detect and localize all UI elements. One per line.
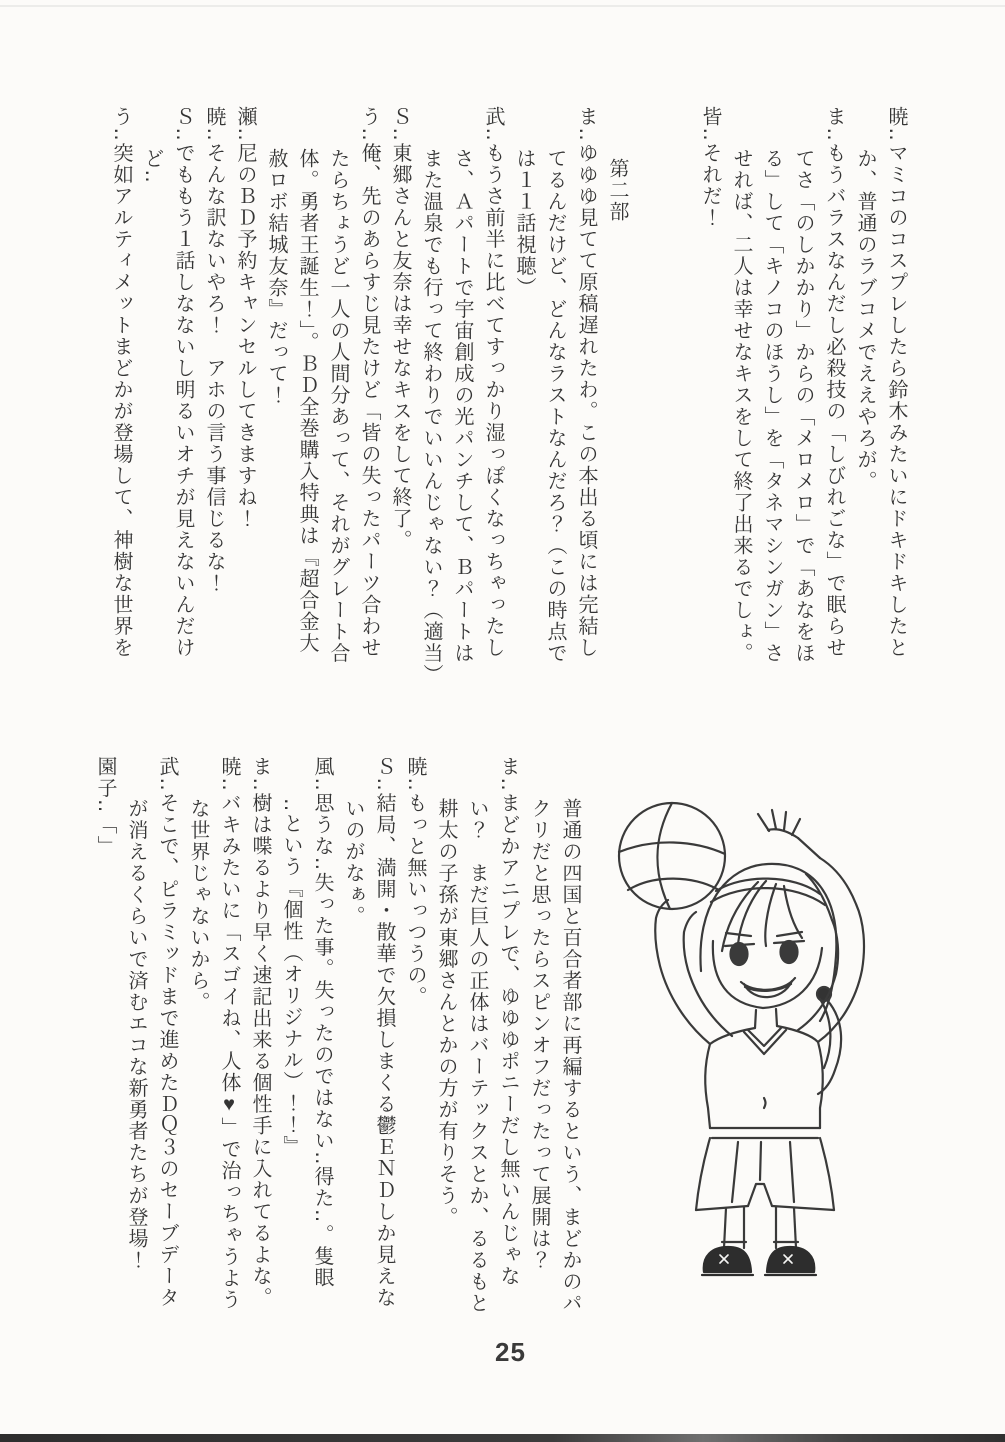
text-column: う‥俺、先のあらすじ見たけど「皆の失ったパーツ合わせ [358,106,380,659]
page-number: 25 [495,1337,526,1367]
text-column: 普通の四国と百合者部に再編するという、まどかのパ [559,798,581,1314]
text-column: ま‥樹は喋るより早く速記出来る個性手に入れてるよな。 [249,756,271,1309]
text-column: 武‥そこで、ピラミッドまで進めたＤＱ３のセーブデータ [156,756,178,1309]
text-column: る」して「キノコのほうし」を「タネマシンガン」さ [761,148,783,664]
text-column: 耕太の子孫が東郷さんとかの方が有りそう。 [435,798,457,1228]
text-column: 赦ロボ結城友奈』だって！ [265,148,287,406]
text-column: か、普通のラブコメでええやろが。 [854,148,876,492]
text-column: は１１話視聴） [513,148,535,299]
text-column: てるんだけど、どんなラストなんだろ？（この時点で [544,148,566,664]
text-column: Ｓ‥結局、満開・散華で欠損しまくる鬱ＥＮＤしか見えな [373,756,395,1309]
scan-edge-top [0,5,1005,7]
text-column: ま‥もうバラスなんだし必殺技の「しびれごな」で眠らせ [823,106,845,659]
text-column: Ｓ‥東郷さんと友奈は幸せなキスをして終了。 [389,106,411,551]
text-column: 暁‥バキみたいに「スゴイね、人体♥」で治っちゃうよう [218,756,240,1311]
text-column: 皆‥それだ！ [699,106,721,229]
text-column: な世界じゃないから。 [187,798,209,1013]
text-column: クリだと思ったらスピンオフだったって展開は？ [528,798,550,1271]
dialogue-section-part2 [105,106,911,746]
text-column: さ、Ａパートで宇宙創成の光パンチして、Ｂパートは [451,148,473,664]
text-column: 暁‥そんな訳ないやろ！ アホの言う事信じるな！ [203,106,225,594]
text-column: たらちょうど一人の人間分あって、それがグレート合 [327,148,349,664]
text-column: また温泉でも行って終わりでいいんじゃない？（適当） [420,148,442,686]
text-column: ‥という『個性（オリジナル）！！』 [280,798,302,1157]
text-column: 第二部 [606,158,628,223]
text-column: い？ まだ巨人の正体はバーテックスとか、るるもと [466,798,488,1314]
text-column: いのがなぁ。 [342,798,364,927]
text-column: せれば、二人は幸せなキスをして終了出来るでしょ。 [730,148,752,664]
dialogue-section-part2-continued [89,756,585,1356]
text-column: てさ「のしかかり」からの「メロメロ」で「あなをほ [792,148,814,664]
text-column: う‥突如アルティメットまどかが登場して、神樹な世界を [110,106,132,659]
scan-edge-bottom [0,1434,1005,1442]
text-column: ま‥まどかアニプレで、ゆゆゆポニーだし無いんじゃな [497,756,519,1287]
text-column: 瀬‥尼のＢＤ予約キャンセルしてきますね！ [234,106,256,530]
text-column: Ｓ‥でももう１話しなないし明るいオチが見えないんだけ [172,106,194,659]
text-column: 体。勇者王誕生！」。ＢＤ全巻購入特典は『超合金大 [296,148,318,654]
text-column: 暁‥マミコのコスプレしたら鈴木みたいにドキドキしたと [885,106,907,659]
text-column: 園子‥「」 [94,756,116,857]
text-column: 暁‥もっと無いっつうの。 [404,756,426,1008]
basketball [619,803,725,909]
text-column: 風‥思うな‥失った事。失ったのではない‥得た‥。隻眼 [311,756,333,1289]
text-column: ま‥ゆゆゆ見てて原稿遅れたわ。この本出る頃には完結し [575,106,597,659]
text-column: ど‥ [141,148,163,185]
basketball-girl-illustration [598,786,890,1278]
text-column: が消えるくらいで済むエコな新勇者たちが登場！ [125,798,147,1271]
text-column: 武‥もうさ前半に比べてすっかり湿っぽくなっちゃったし [482,106,504,659]
